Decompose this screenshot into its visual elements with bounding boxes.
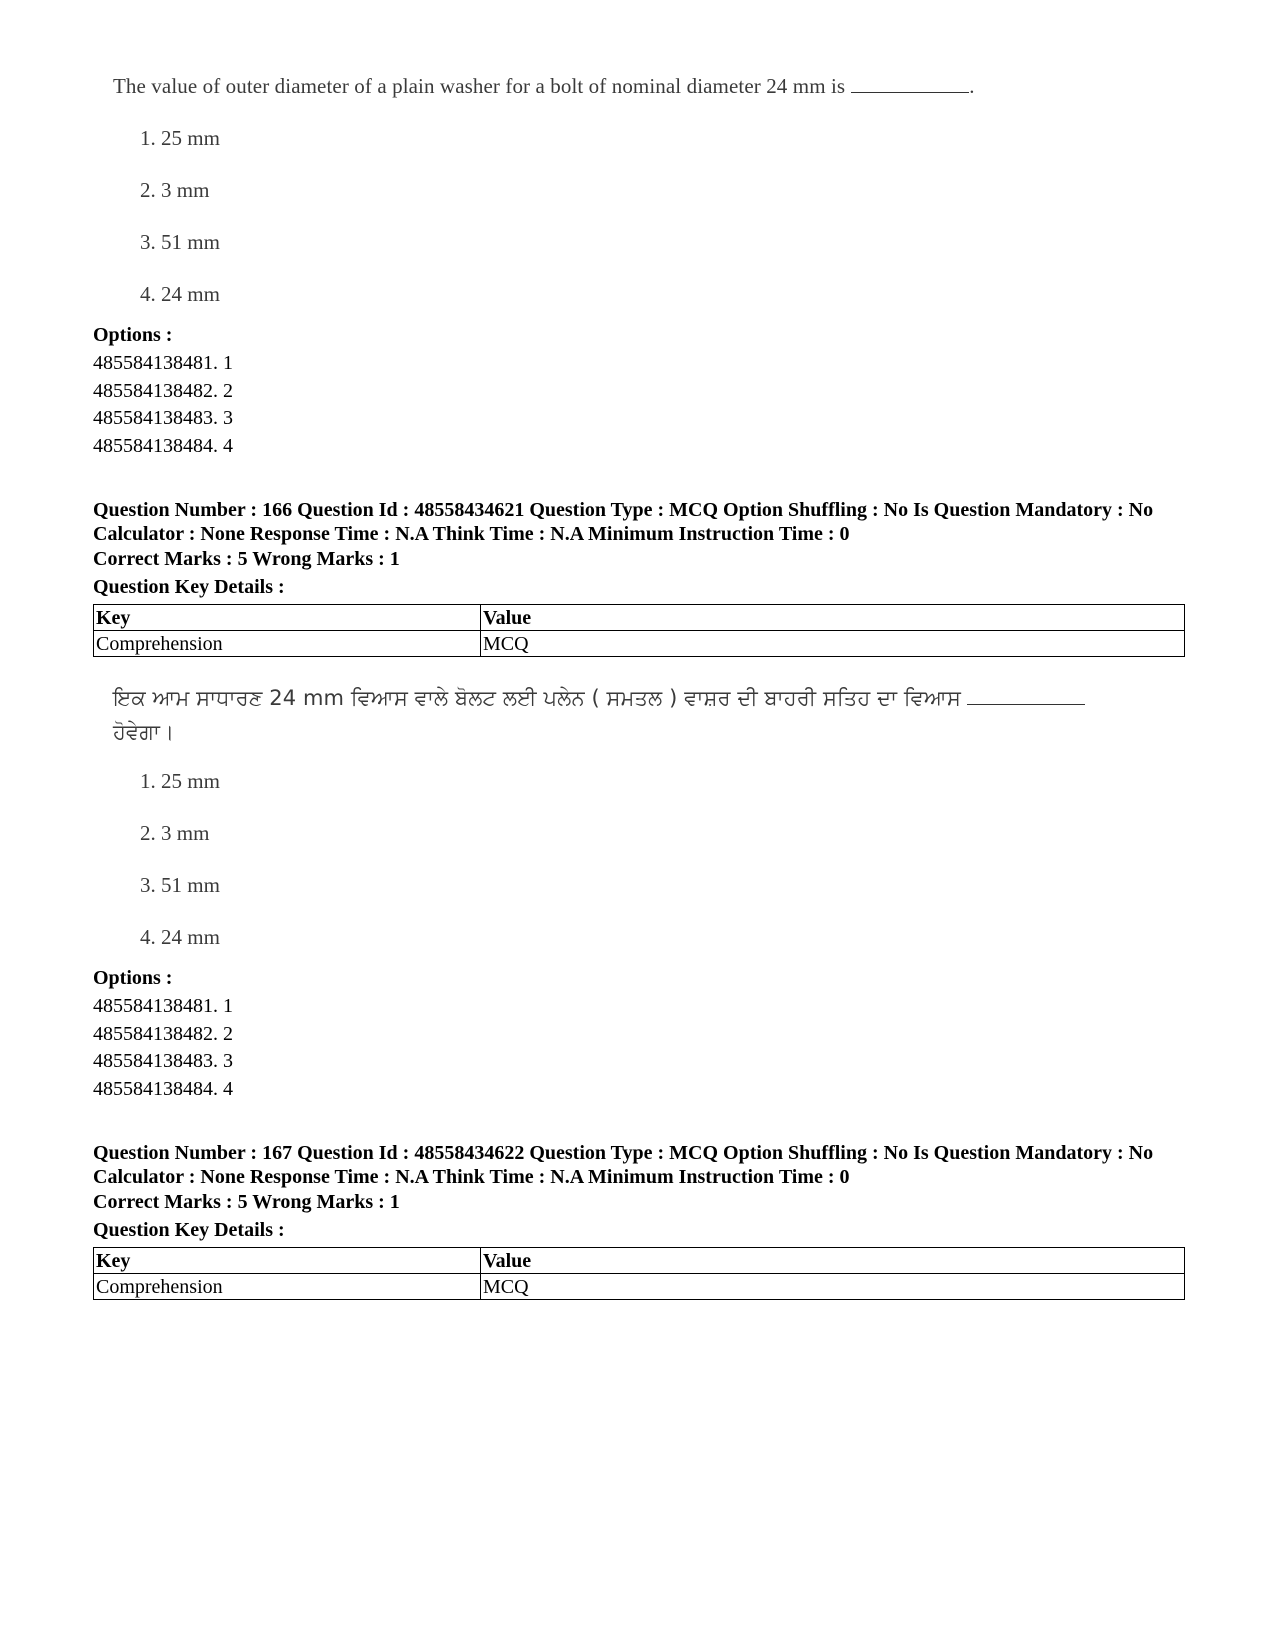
cell-value: MCQ bbox=[481, 631, 1185, 657]
cell-key: Comprehension bbox=[94, 1274, 481, 1300]
marks-166: Correct Marks : 5 Wrong Marks : 1 bbox=[93, 548, 400, 570]
header-key: Key bbox=[94, 1248, 481, 1274]
option-row: 485584138484. 4 bbox=[93, 1078, 233, 1100]
question-meta-167: Question Number : 167 Question Id : 48558434622 Question Type : MCQ Option Shuffling : No Is Question Mandatory : No Calculator : None Response Time : N.A Think Time : N.A Minimum Instruction Time : 0 bbox=[93, 1142, 1154, 1188]
question-sentence: The value of outer diameter of a plain washer for a bolt of nominal diameter 24 mm is bbox=[113, 74, 846, 98]
option-row: 485584138482. 2 bbox=[93, 380, 233, 402]
header-value: Value bbox=[481, 1248, 1185, 1274]
option-row: 485584138481. 1 bbox=[93, 352, 233, 374]
option-row: 485584138483. 3 bbox=[93, 1050, 233, 1072]
question-text-english bbox=[113, 74, 975, 99]
question-sentence-pa-end: ਹੋਵੇਗਾ। bbox=[113, 720, 175, 744]
header-value: Value bbox=[481, 605, 1185, 631]
cell-key: Comprehension bbox=[94, 631, 481, 657]
options-label: Options : bbox=[93, 324, 173, 346]
table-header-row bbox=[94, 605, 1185, 631]
option-row: 485584138483. 3 bbox=[93, 407, 233, 429]
choice-3: 3. 51 mm bbox=[140, 230, 220, 254]
key-details-label-166: Question Key Details : bbox=[93, 576, 285, 598]
key-details-label-167: Question Key Details : bbox=[93, 1219, 285, 1241]
choice-2: 2. 3 mm bbox=[140, 821, 210, 845]
option-row: 485584138484. 4 bbox=[93, 435, 233, 457]
choice-1: 1. 25 mm bbox=[140, 769, 220, 793]
choice-4: 4. 24 mm bbox=[140, 282, 220, 306]
table-row bbox=[94, 1274, 1185, 1300]
choice-3: 3. 51 mm bbox=[140, 873, 220, 897]
header-key: Key bbox=[94, 605, 481, 631]
answer-blank bbox=[967, 688, 1085, 705]
choice-4: 4. 24 mm bbox=[140, 925, 220, 949]
question-sentence-pa: ਇਕ ਆਮ ਸਾਧਾਰਣ 24 mm ਵਿਆਸ ਵਾਲੇ ਬੋਲਟ ਲਈ ਪਲੇਨ ( ਸਮਤਲ ) ਵਾਸ਼ਰ ਦੀ ਬਾਹਰੀ ਸਤਿਹ ਦਾ ਵਿਆਸ bbox=[113, 686, 961, 710]
question-text-punjabi bbox=[113, 681, 1173, 749]
table-row bbox=[94, 631, 1185, 657]
option-row: 485584138481. 1 bbox=[93, 995, 233, 1017]
key-details-table-166 bbox=[93, 604, 1185, 657]
answer-blank bbox=[851, 76, 969, 93]
key-details-table-167 bbox=[93, 1247, 1185, 1300]
options-label: Options : bbox=[93, 967, 173, 989]
cell-value: MCQ bbox=[481, 1274, 1185, 1300]
choice-2: 2. 3 mm bbox=[140, 178, 210, 202]
option-row: 485584138482. 2 bbox=[93, 1023, 233, 1045]
question-meta-166: Question Number : 166 Question Id : 48558434621 Question Type : MCQ Option Shuffling : No Is Question Mandatory : No Calculator : None Response Time : N.A Think Time : N.A Minimum Instruction Time : 0 bbox=[93, 499, 1154, 545]
question-end-punctuation: . bbox=[969, 74, 975, 98]
table-header-row bbox=[94, 1248, 1185, 1274]
choice-1: 1. 25 mm bbox=[140, 126, 220, 150]
marks-167: Correct Marks : 5 Wrong Marks : 1 bbox=[93, 1191, 400, 1213]
